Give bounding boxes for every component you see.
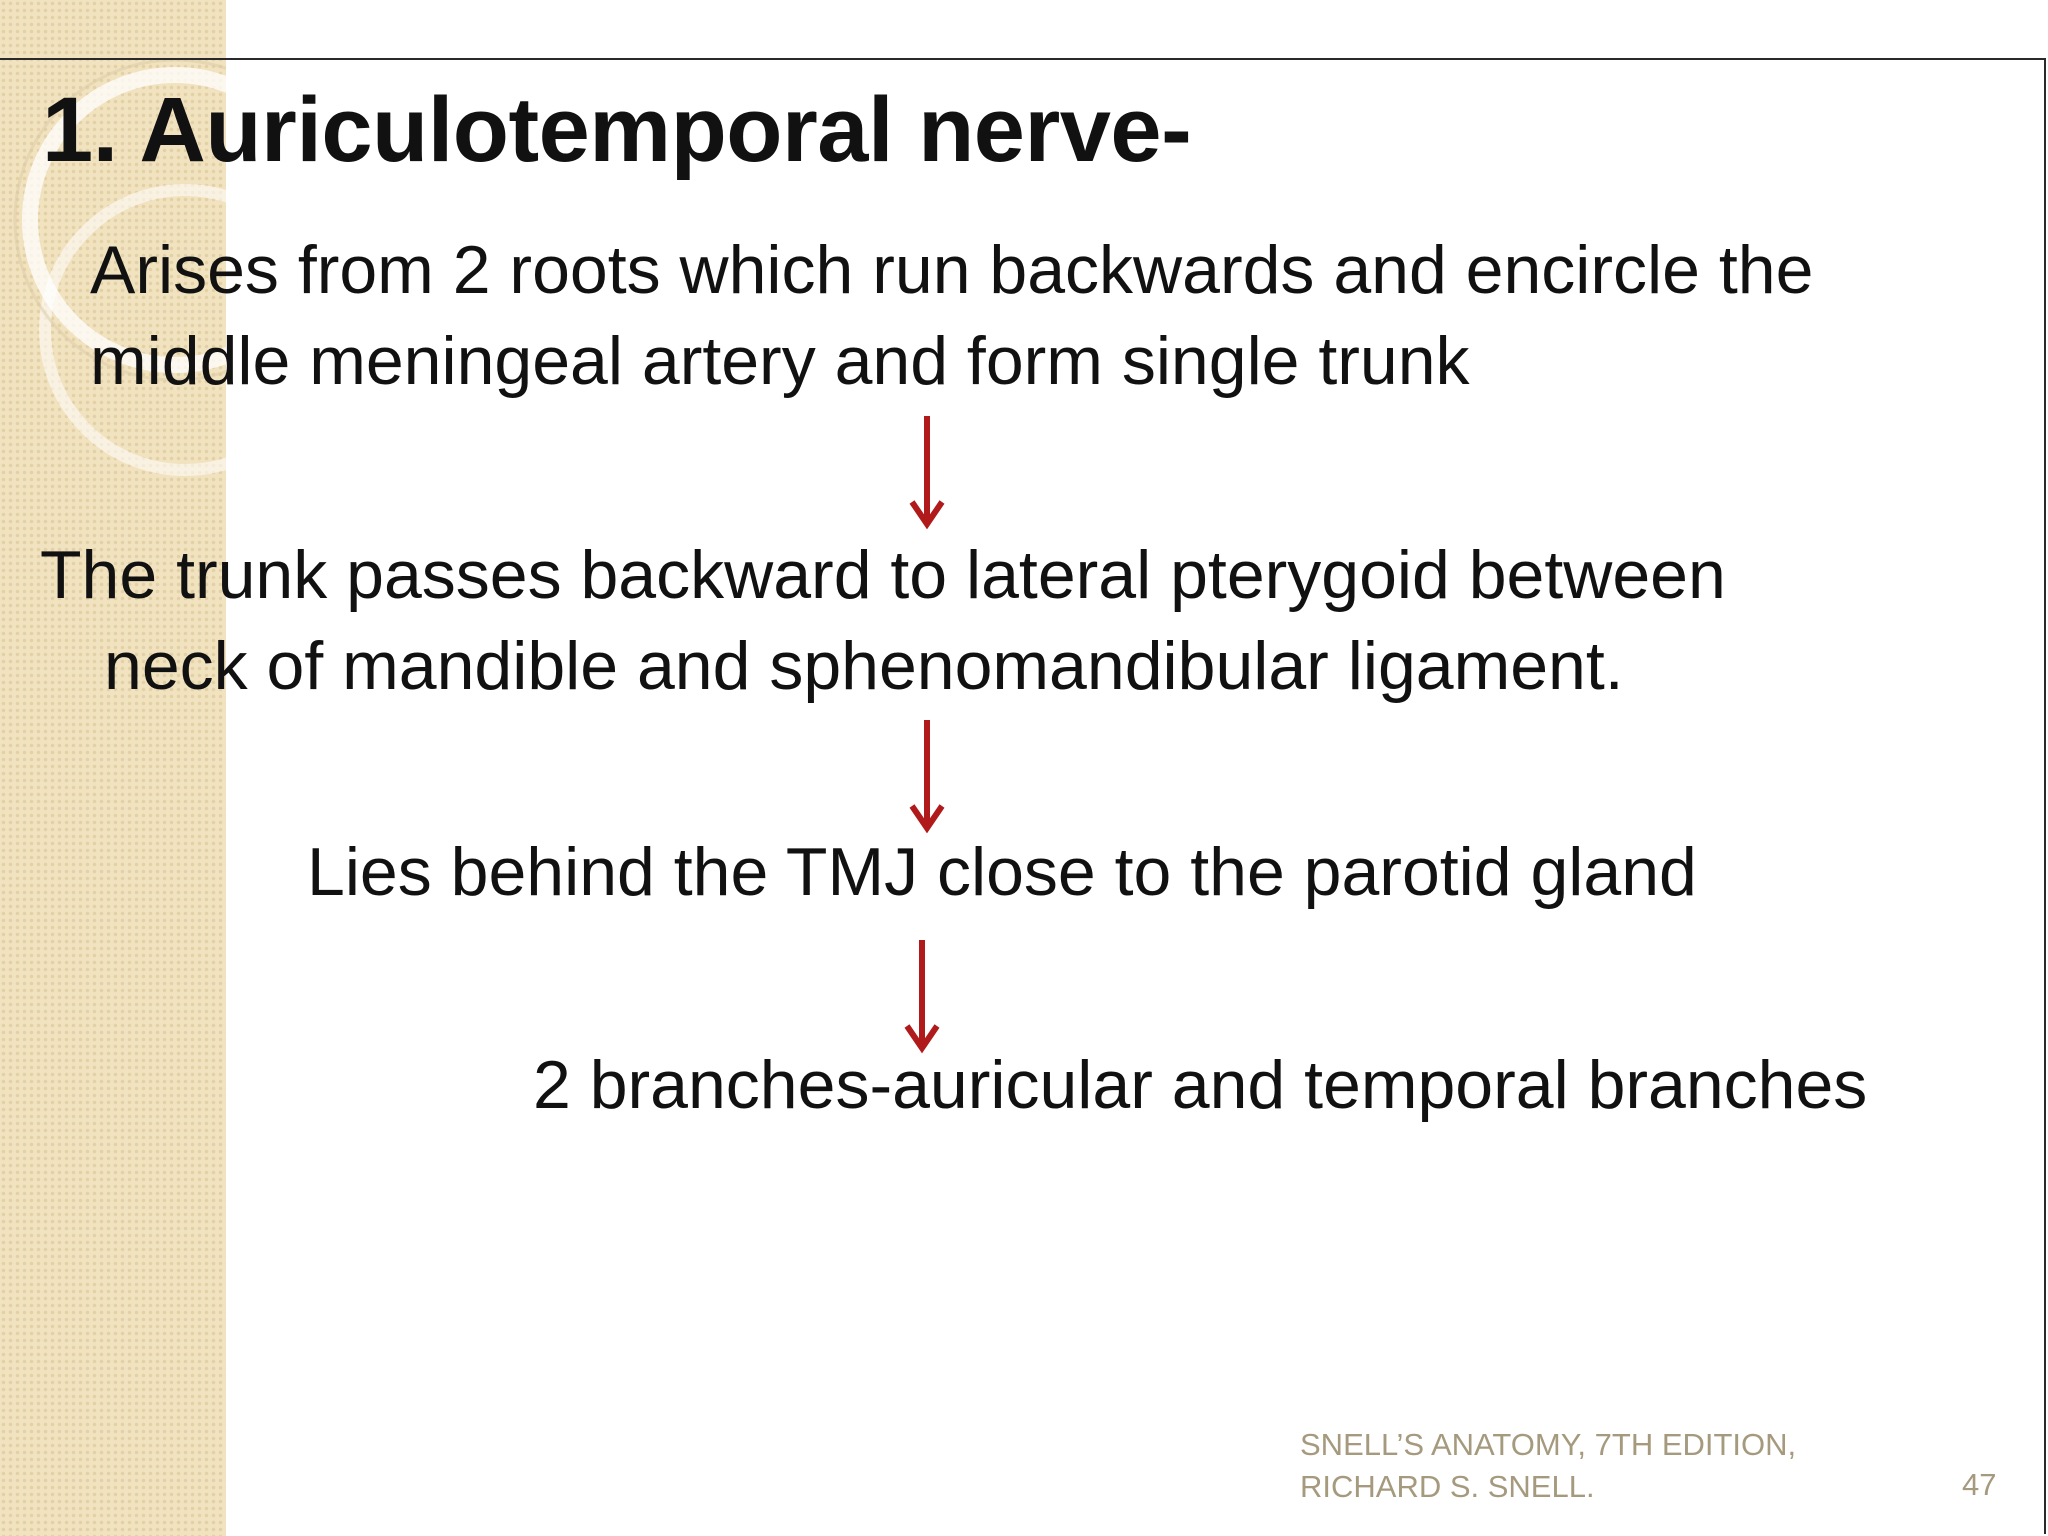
flow-step-branches: 2 branches-auricular and temporal branches bbox=[533, 1047, 1868, 1123]
citation-line: RICHARD S. SNELL. bbox=[1300, 1469, 1595, 1504]
flow-step-location: Lies behind the TMJ close to the parotid gland bbox=[307, 834, 1697, 910]
citation-footer bbox=[1300, 1424, 1796, 1508]
paragraph-line: middle meningeal artery and form single trunk bbox=[90, 323, 1470, 399]
citation-line: SNELL’S ANATOMY, 7TH EDITION, bbox=[1300, 1427, 1797, 1462]
down-arrow-icon bbox=[902, 936, 942, 1056]
paragraph-line: Arises from 2 roots which run backwards and encircle the bbox=[90, 232, 1814, 308]
down-arrow-icon bbox=[907, 716, 947, 836]
paragraph-trunk bbox=[40, 530, 2025, 712]
slide-title: 1. Auriculotemporal nerve- bbox=[42, 79, 1192, 181]
paragraph-line: The trunk passes backward to lateral pterygoid between bbox=[40, 537, 1726, 613]
paragraph-roots bbox=[90, 225, 2025, 407]
slide-number: 47 bbox=[1962, 1467, 1997, 1502]
paragraph-line: neck of mandible and sphenomandibular ligament. bbox=[104, 628, 1624, 704]
down-arrow-icon bbox=[907, 412, 947, 532]
